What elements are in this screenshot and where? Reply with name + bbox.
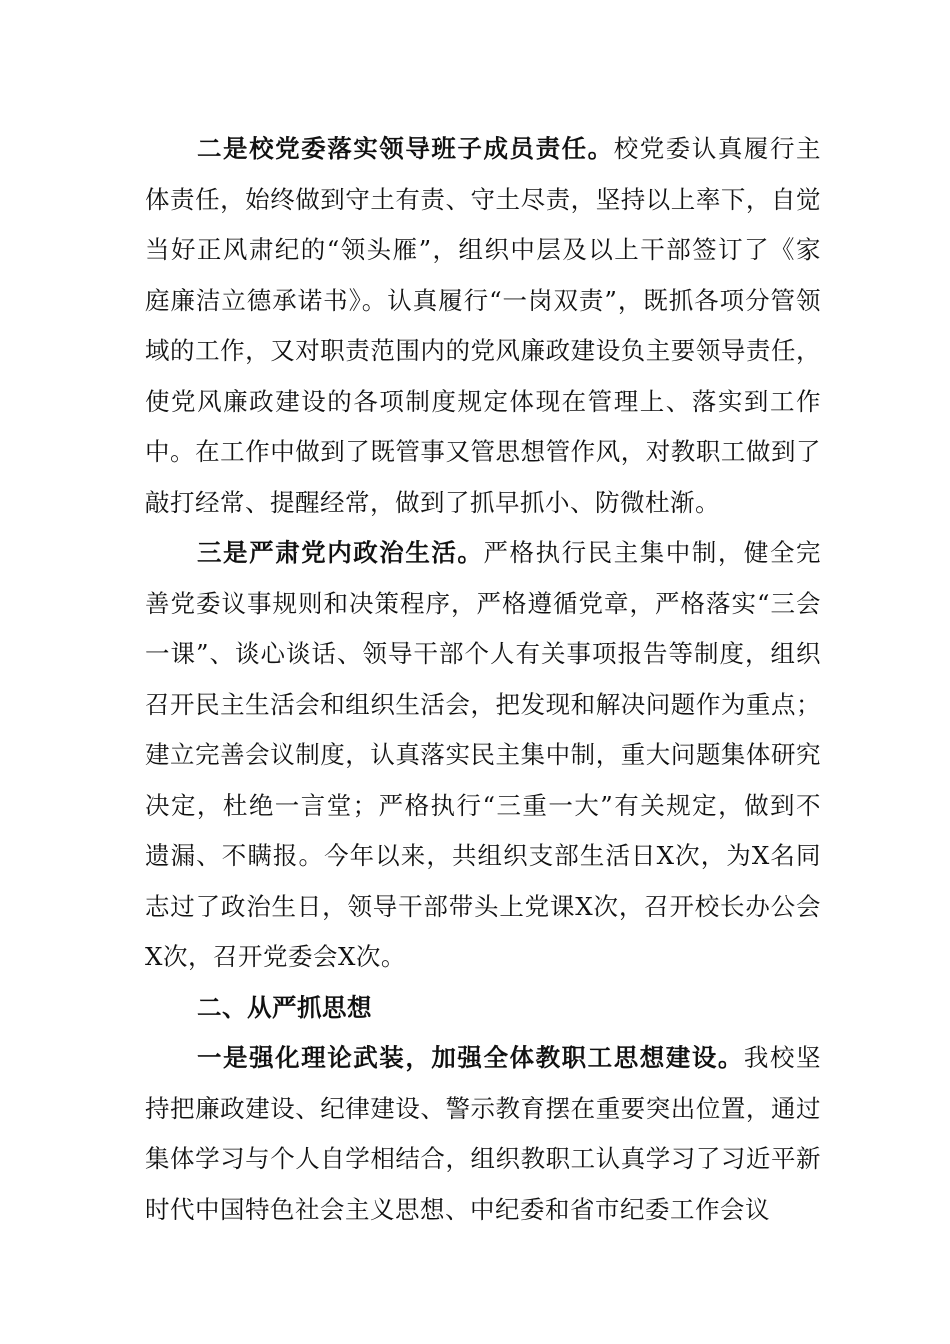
paragraph-political-life — [145, 528, 821, 983]
paragraph-theory-study — [145, 1033, 821, 1235]
paragraph-leadership-responsibility — [145, 124, 821, 528]
paragraph-lead: 一是强化理论武装，加强全体教职工思想建设。 — [197, 1043, 744, 1072]
document-body — [145, 124, 821, 1235]
section-heading: 二、从严抓思想 — [197, 992, 372, 1022]
paragraph-lead: 二是校党委落实领导班子成员责任。 — [197, 134, 614, 163]
paragraph-text: 我校坚持把廉政建设、纪律建设、警示教育摆在重要突出位置，通过集体学习与个人自学相结合，组织教职工认真学习了习近平新时代中国特色社会主义思想、中纪委和省市纪委工作会议 — [145, 1043, 822, 1224]
paragraph-lead: 三是严肃党内政治生活。 — [197, 538, 484, 567]
paragraph-text: 严格执行民主集中制，健全完善党委议事规则和决策程序，严格遵循党章，严格落实“三会一课”、谈心谈话、领导干部个人有关事项报告等制度，组织召开民主生活会和组织生活会，把发现和解决问题作为重点；建立完善会议制度，认真落实民主集中制，重大问题集体研究决定，杜绝一言堂；严格执行“三重一大”有关规定，做到不遗漏、不瞒报。今年以来，共组织支部生活日X次，为X名同志过了政治生日，领导干部带头上党课X次，召开校长办公会X次，召开党委会X次。 — [145, 538, 822, 971]
paragraph-text: 校党委认真履行主体责任，始终做到守土有责、守土尽责，坚持以上率下，自觉当好正风肃纪的“领头雁”，组织中层及以上干部签订了《家庭廉洁立德承诺书》。认真履行“一岗双责”，既抓各项分管领域的工作，又对职责范围内的党风廉政建设负主要领导责任，使党风廉政建设的各项制度规定体现在管理上、落实到工作中。在工作中做到了既管事又管思想管作风，对教职工做到了敲打经常、提醒经常，做到了抓早抓小、防微杜渐。 — [145, 134, 822, 517]
